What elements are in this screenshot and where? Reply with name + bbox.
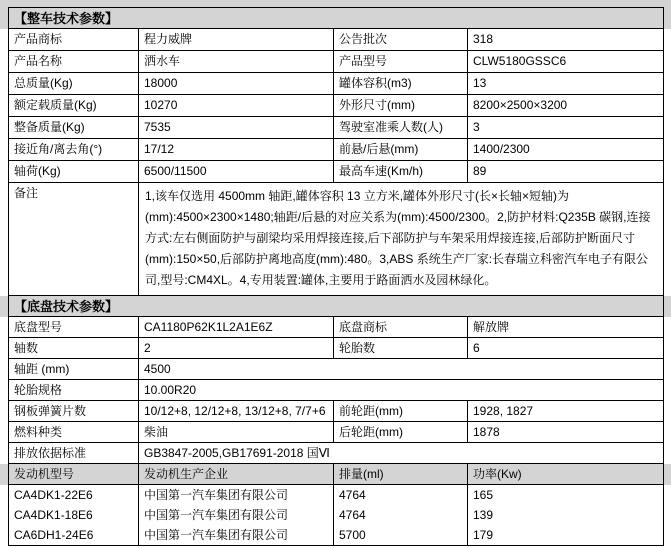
chassis-section-title: 【底盘技术参数】 xyxy=(9,296,664,317)
param-label: 最高车速(Km/h) xyxy=(334,161,468,183)
table-row xyxy=(9,443,664,464)
engine-power: 165 xyxy=(468,485,664,506)
table-row xyxy=(9,117,664,139)
param-value: 柴油 xyxy=(139,422,334,443)
param-label: 外形尺寸(mm) xyxy=(334,95,468,117)
param-value: GB3847-2005,GB17691-2018 国Ⅵ xyxy=(139,443,664,464)
param-label: 接近角/离去角(°) xyxy=(9,139,139,161)
table-row xyxy=(9,422,664,443)
engine-model: CA4DK1-18E6 xyxy=(9,505,139,525)
param-label: 轮胎数 xyxy=(334,338,468,359)
param-value: CLW5180GSSC6 xyxy=(468,51,664,73)
table-row xyxy=(9,338,664,359)
param-label: 罐体容积(m3) xyxy=(334,73,468,95)
param-label: 驾驶室准乘人数(人) xyxy=(334,117,468,139)
engine-col-header: 发动机生产企业 xyxy=(139,464,334,485)
param-value: 8200×2500×3200 xyxy=(468,95,664,117)
param-value: 10.00R20 xyxy=(139,380,664,401)
spec-table xyxy=(8,7,664,546)
vehicle-section-title: 【整车技术参数】 xyxy=(9,8,664,29)
param-value: 2 xyxy=(139,338,334,359)
engine-model: CA4DK1-22E6 xyxy=(9,485,139,506)
table-row xyxy=(9,29,664,51)
engine-row xyxy=(9,525,664,546)
param-value: 13 xyxy=(468,73,664,95)
param-value: 解放牌 xyxy=(468,317,664,338)
engine-displacement: 4764 xyxy=(334,485,468,506)
param-label: 轴距 (mm) xyxy=(9,359,139,380)
param-value: 1928, 1827 xyxy=(468,401,664,422)
remark-label: 备注 xyxy=(9,183,139,296)
param-label: 前悬/后悬(mm) xyxy=(334,139,468,161)
remark-text: 1,该车仅选用 4500mm 轴距,罐体容积 13 立方米,罐体外形尺寸(长×长轴×短轴)为(mm):4500×2300×1480;轴距/后悬的对应关系为(mm):4500/2300。2,防护材料:Q235B 碳钢,连接方式:左右侧面防护与副梁均采用焊接连接,后下部防护与车架采用焊接连接,后部防护断面尺寸(mm):150×50,后部防护离地高度(mm):480。3,ABS 系统生产厂家:长春瑞立科密汽车电子有限公司,型号:CM4XL。4,专用装置:罐体,主要用于路面洒水及园林绿化。 xyxy=(139,183,664,296)
table-row xyxy=(9,359,664,380)
param-label: 后轮距(mm) xyxy=(334,422,468,443)
engine-manufacturer: 中国第一汽车集团有限公司 xyxy=(139,505,334,525)
param-label: 总质量(Kg) xyxy=(9,73,139,95)
table-row xyxy=(9,317,664,338)
param-label: 整备质量(Kg) xyxy=(9,117,139,139)
chassis-section-header-row xyxy=(9,296,664,317)
param-label: 轴荷(Kg) xyxy=(9,161,139,183)
table-row xyxy=(9,161,664,183)
param-value: 4500 xyxy=(139,359,664,380)
table-row xyxy=(9,401,664,422)
table-row xyxy=(9,95,664,117)
engine-displacement: 5700 xyxy=(334,525,468,546)
table-row xyxy=(9,51,664,73)
param-label: 轮胎规格 xyxy=(9,380,139,401)
engine-power: 139 xyxy=(468,505,664,525)
vehicle-section-header-row xyxy=(9,8,664,29)
engine-col-header: 排量(ml) xyxy=(334,464,468,485)
engine-displacement: 4764 xyxy=(334,505,468,525)
engine-row xyxy=(9,505,664,525)
param-value: 1878 xyxy=(468,422,664,443)
engine-manufacturer: 中国第一汽车集团有限公司 xyxy=(139,525,334,546)
param-label: 产品名称 xyxy=(9,51,139,73)
table-row xyxy=(9,380,664,401)
param-value: CA1180P62K1L2A1E6Z xyxy=(139,317,334,338)
param-label: 钢板弹簧片数 xyxy=(9,401,139,422)
param-label: 公告批次 xyxy=(334,29,468,51)
param-value: 7535 xyxy=(139,117,334,139)
table-row xyxy=(9,139,664,161)
param-value: 6 xyxy=(468,338,664,359)
param-label: 底盘商标 xyxy=(334,317,468,338)
remark-row xyxy=(9,183,664,296)
param-label: 底盘型号 xyxy=(9,317,139,338)
param-value: 6500/11500 xyxy=(139,161,334,183)
param-value: 18000 xyxy=(139,73,334,95)
param-value: 17/12 xyxy=(139,139,334,161)
param-value: 10270 xyxy=(139,95,334,117)
param-label: 排放依据标准 xyxy=(9,443,139,464)
param-value: 318 xyxy=(468,29,664,51)
param-value: 程力威牌 xyxy=(139,29,334,51)
param-label: 产品商标 xyxy=(9,29,139,51)
engine-col-header: 发动机型号 xyxy=(9,464,139,485)
engine-power: 179 xyxy=(468,525,664,546)
param-label: 前轮距(mm) xyxy=(334,401,468,422)
param-label: 额定载质量(Kg) xyxy=(9,95,139,117)
param-value: 洒水车 xyxy=(139,51,334,73)
param-value: 10/12+8, 12/12+8, 13/12+8, 7/7+6 xyxy=(139,401,334,422)
param-label: 轴数 xyxy=(9,338,139,359)
engine-header-row xyxy=(9,464,664,485)
engine-col-header: 功率(Kw) xyxy=(468,464,664,485)
param-value: 3 xyxy=(468,117,664,139)
engine-model: CA6DH1-24E6 xyxy=(9,525,139,546)
engine-row xyxy=(9,485,664,506)
param-value: 1400/2300 xyxy=(468,139,664,161)
table-row xyxy=(9,73,664,95)
param-label: 产品型号 xyxy=(334,51,468,73)
param-value: 89 xyxy=(468,161,664,183)
param-label: 燃料种类 xyxy=(9,422,139,443)
engine-manufacturer: 中国第一汽车集团有限公司 xyxy=(139,485,334,506)
